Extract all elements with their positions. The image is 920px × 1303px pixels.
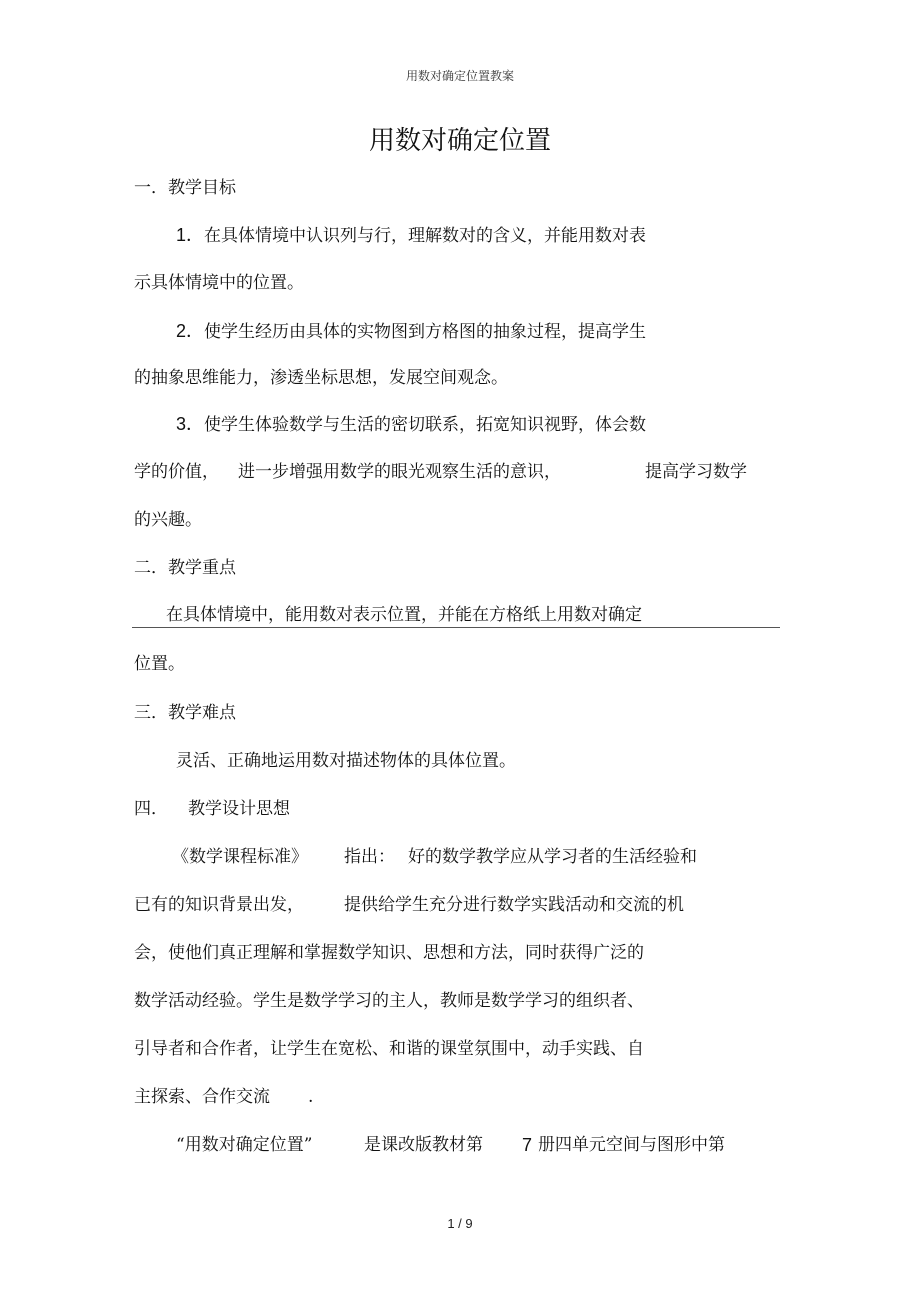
- section-heading-design-number: 四．: [134, 799, 168, 819]
- goal-1-number: 1．: [176, 225, 205, 245]
- design-line-1c: 好的数学教学应从学习者的生活经验和: [408, 847, 697, 867]
- design-line-6b: .: [308, 1087, 314, 1107]
- section-heading-design: 教学设计思想: [188, 799, 290, 819]
- running-header: 用数对确定位置教案: [405, 69, 514, 83]
- goal-1-line-1: [176, 224, 646, 247]
- design-line-1a: 《数学课程标准》: [172, 847, 308, 867]
- keypoint-line-1: 在具体情境中，能用数对表示位置，并能在方格纸上用数对确定: [166, 605, 642, 625]
- goal-3-line-2c: 提高学习数学: [645, 462, 747, 482]
- design-line-2a: 已有的知识背景出发，: [134, 895, 304, 915]
- goal-3-text-a: 使学生体验数学与生活的密切联系，拓宽知识视野，体会数: [204, 415, 647, 435]
- section-heading-keypoint: 二．教学重点: [134, 558, 236, 578]
- document-title: 用数对确定位置: [368, 126, 551, 156]
- goal-2-text-a: 使学生经历由具体的实物图到方格图的抽象过程，提高学生: [204, 322, 647, 342]
- section-heading-difficulty: 三．教学难点: [134, 703, 236, 723]
- goal-2-line-2: 的抽象思维能力，渗透坐标思想，发展空间观念。: [134, 368, 508, 388]
- design-line-1b: 指出：: [344, 847, 395, 867]
- goal-3-line-2b: 进一步增强用数学的眼光观察生活的意识，: [238, 462, 561, 482]
- goal-1-line-2: 示具体情境中的位置。: [134, 273, 304, 293]
- goal-3-line-2a: 学的价值，: [134, 462, 219, 482]
- design-line-2b: 提供给学生充分进行数学实践活动和交流的机: [344, 895, 684, 915]
- design-line-4: 数学活动经验。学生是数学学习的主人，教师是数学学习的组织者、: [134, 991, 644, 1011]
- goal-3-line-1: [176, 413, 646, 436]
- underline-rule: [132, 627, 780, 628]
- design-line-5: 引导者和合作者，让学生在宽松、和谐的课堂氛围中，动手实践、自: [134, 1039, 644, 1059]
- design-line-6a: 主探索、合作交流: [134, 1087, 270, 1107]
- goal-3-line-3: 的兴趣。: [134, 510, 202, 530]
- goal-2-line-1: [176, 320, 646, 343]
- design-line-7c: 7: [522, 1135, 533, 1155]
- goal-2-number: 2．: [176, 321, 205, 341]
- keypoint-line-2: 位置。: [134, 654, 185, 674]
- difficulty-text: 灵活、正确地运用数对描述物体的具体位置。: [176, 751, 516, 771]
- design-line-3: 会，使他们真正理解和掌握数学知识、思想和方法，同时获得广泛的: [134, 943, 644, 963]
- design-line-7a: “用数对确定位置”: [176, 1135, 313, 1155]
- goal-3-number: 3．: [176, 414, 205, 434]
- goal-1-text-a: 在具体情境中认识列与行，理解数对的含义，并能用数对表: [204, 226, 647, 246]
- section-heading-goals: 一．教学目标: [134, 178, 236, 198]
- design-line-7d: 册四单元空间与图形中第: [538, 1135, 725, 1155]
- page-number: 1 / 9: [447, 1216, 473, 1231]
- design-line-7b: 是课改版教材第: [364, 1135, 483, 1155]
